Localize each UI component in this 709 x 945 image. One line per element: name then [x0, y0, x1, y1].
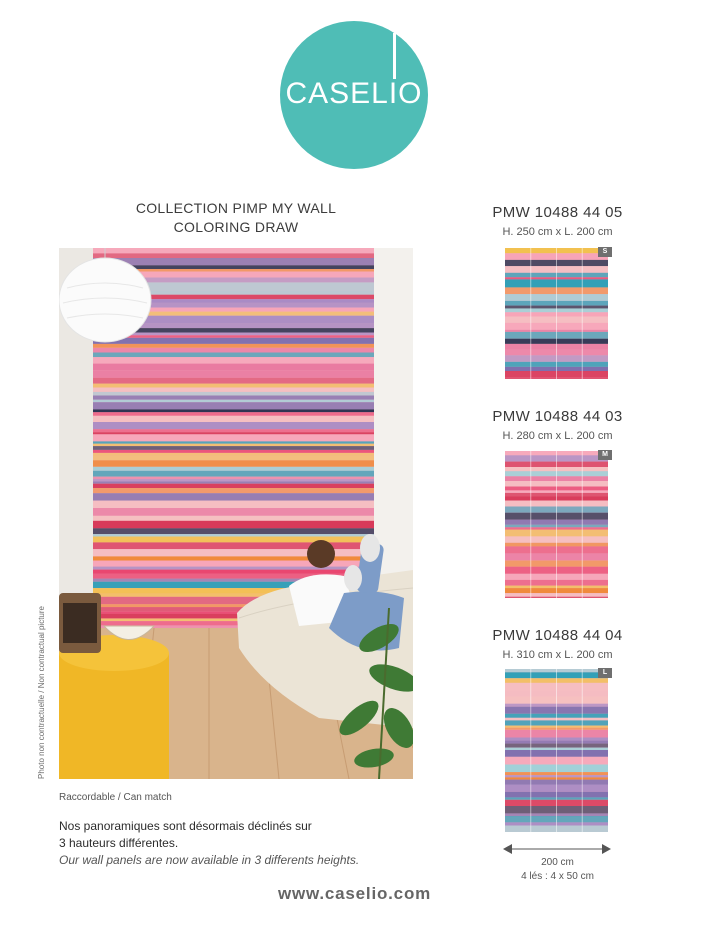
size-badge-m: M [598, 450, 612, 460]
interior-photo [59, 248, 413, 779]
size-badge-l: L [598, 668, 612, 678]
variant-l-ref: PMW 10488 44 04 [492, 627, 623, 644]
description-block [59, 818, 399, 869]
variant-l-panel [505, 669, 608, 832]
photo-disclaimer: Photo non contractuelle / Non contractual picture [37, 606, 46, 779]
caselio-logo [280, 21, 428, 169]
variant-s-ref: PMW 10488 44 05 [492, 204, 623, 221]
logo-text: CASELIO [285, 77, 423, 110]
total-width: 200 cm [541, 857, 574, 868]
collection-title: COLLECTION PIMP MY WALL [135, 200, 337, 216]
variant-m-panel [505, 451, 608, 598]
variant-m-ref: PMW 10488 44 03 [492, 408, 623, 425]
logo-accent-bar [393, 33, 396, 79]
website-url[interactable]: www.caselio.com [277, 884, 432, 903]
variant-s-dims: H. 250 cm x L. 200 cm [502, 226, 613, 238]
can-match-note: Raccordable / Can match [59, 792, 172, 803]
variant-m-dims: H. 280 cm x L. 200 cm [502, 430, 613, 442]
variant-l-dims: H. 310 cm x L. 200 cm [502, 649, 613, 661]
size-badge-s: S [598, 247, 612, 257]
description-fr-line2: 3 hauteurs différentes. [59, 836, 179, 850]
strip-count: 4 lés : 4 x 50 cm [521, 871, 594, 882]
product-title: COLORING DRAW [173, 219, 299, 235]
variant-s-panel [505, 248, 608, 379]
width-arrow [503, 842, 611, 856]
description-en: Our wall panels are now available in 3 differents heights. [59, 853, 360, 867]
description-fr-line1: Nos panoramiques sont désormais déclinés sur [59, 819, 312, 833]
